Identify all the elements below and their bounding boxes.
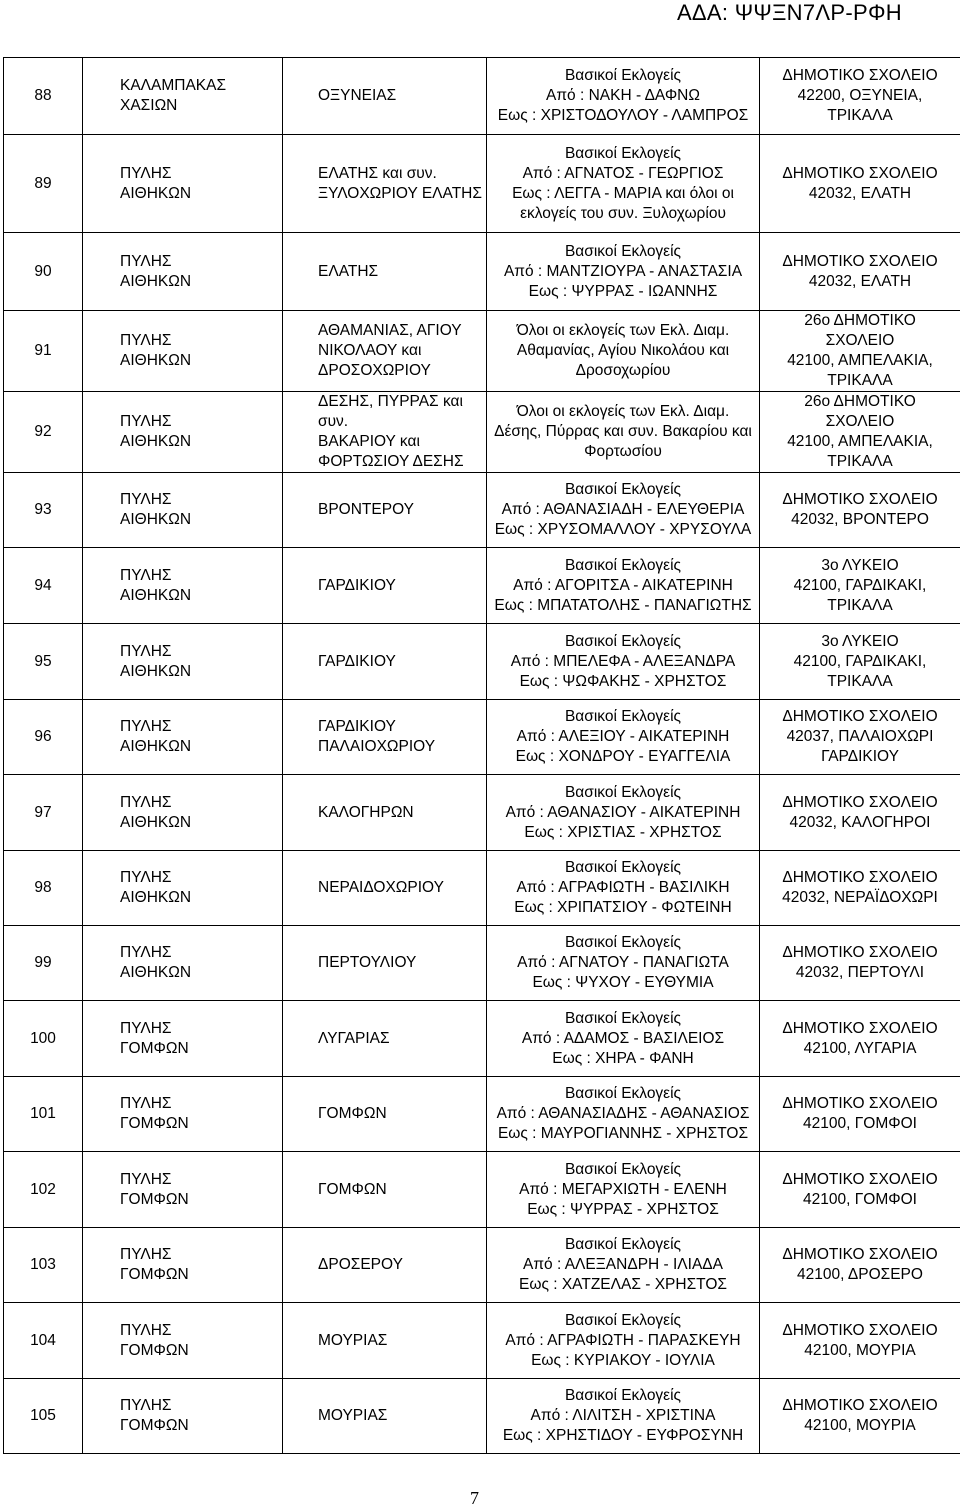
station-number-cell: [4, 58, 83, 135]
polling-location: ΔΗΜΟΤΙΚΟ ΣΧΟΛΕΙΟ 42032, ΕΛΑΤΗ: [782, 252, 938, 290]
voters-range: Βασικοί Εκλογείς Από : ΑΛΕΞΑΝΔΡΗ - ΙΛΙΑΔΑ Εως : ΧΑΤΖΕΛΑΣ - ΧΡΗΣΤΟΣ: [519, 1236, 727, 1293]
community-cell: [283, 548, 487, 624]
station-number: 100: [30, 1029, 56, 1047]
municipal-unit-cell: [83, 1228, 283, 1303]
community: ΓΑΡΔΙΚΙΟΥ: [318, 576, 396, 594]
community: ΜΟΥΡΙΑΣ: [318, 1407, 388, 1424]
station-number-cell: [4, 926, 83, 1001]
station-number-cell: [4, 1077, 83, 1152]
community-cell: [283, 58, 487, 135]
municipal-unit-cell: [83, 1001, 283, 1077]
municipal-unit: ΠΥΛΗΣ ΑΙΘΗΚΩΝ: [120, 642, 192, 680]
community-cell: [283, 392, 487, 473]
station-number: 91: [34, 342, 52, 359]
voters-range: Βασικοί Εκλογείς Από : ΝΑΚΗ - ΔΑΦΝΩ Εως : ΧΡΙΣΤΟΔΟΥΛΟΥ - ΛΑΜΠΡΟΣ: [497, 67, 749, 124]
community-cell: [283, 1001, 487, 1077]
table-row: [4, 775, 960, 851]
polling-location: ΔΗΜΟΤΙΚΟ ΣΧΟΛΕΙΟ 42100, ΜΟΥΡΙΑ: [782, 1397, 938, 1434]
municipal-unit: ΠΥΛΗΣ ΑΙΘΗΚΩΝ: [120, 413, 192, 450]
station-number: 101: [30, 1105, 56, 1122]
community-cell: [283, 775, 487, 851]
voters-range-cell: [487, 624, 760, 700]
municipal-unit-cell: [83, 233, 283, 311]
polling-stations-table: [3, 57, 960, 1454]
voters-range-cell: [487, 1077, 760, 1152]
voters-range-cell: [487, 926, 760, 1001]
community: ΕΛΑΤΗΣ: [318, 262, 379, 280]
voters-range: Βασικοί Εκλογείς Από : ΜΠΕΛΕΦΑ - ΑΛΕΞΑΝΔΡΑ Εως : ΨΩΦΑΚΗΣ - ΧΡΗΣΤΟΣ: [510, 632, 736, 690]
polling-location: ΔΗΜΟΤΙΚΟ ΣΧΟΛΕΙΟ 42032, ΚΑΛΟΓΗΡΟΙ: [782, 793, 938, 831]
municipal-unit: ΠΥΛΗΣ ΓΟΜΦΩΝ: [120, 1246, 189, 1283]
municipal-unit: ΠΥΛΗΣ ΑΙΘΗΚΩΝ: [120, 252, 192, 290]
community-cell: [283, 1077, 487, 1152]
polling-location-cell: [760, 926, 960, 1001]
municipal-unit: ΠΥΛΗΣ ΑΙΘΗΚΩΝ: [120, 332, 192, 369]
station-number-cell: [4, 548, 83, 624]
polling-location-cell: [760, 1379, 960, 1454]
municipal-unit: ΠΥΛΗΣ ΑΙΘΗΚΩΝ: [120, 869, 192, 906]
table-row: [4, 1379, 960, 1454]
polling-location: ΔΗΜΟΤΙΚΟ ΣΧΟΛΕΙΟ 42032, ΕΛΑΤΗ: [782, 164, 938, 202]
polling-location: ΔΗΜΟΤΙΚΟ ΣΧΟΛΕΙΟ 42100, ΓΟΜΦΟΙ: [782, 1095, 938, 1132]
station-number: 90: [34, 262, 52, 280]
community: ΔΕΣΗΣ, ΠΥΡΡΑΣ και συν. ΒΑΚΑΡΙΟΥ και ΦΟΡΤΩΣΙΟΥ ΔΕΣΗΣ: [318, 393, 464, 470]
municipal-unit: ΠΥΛΗΣ ΑΙΘΗΚΩΝ: [120, 164, 192, 202]
community: ΠΕΡΤΟΥΛΙΟΥ: [318, 954, 417, 971]
municipal-unit: ΚΑΛΑΜΠΑΚΑΣ ΧΑΣΙΩΝ: [120, 77, 227, 114]
polling-location: ΔΗΜΟΤΙΚΟ ΣΧΟΛΕΙΟ 42032, ΒΡΟΝΤΕΡΟ: [782, 491, 938, 528]
voters-range: Βασικοί Εκλογείς Από : ΑΛΕΞΙΟΥ - ΑΙΚΑΤΕΡΙΝΗ Εως : ΧΟΝΔΡΟΥ - ΕΥΑΓΓΕΛΙΑ: [515, 708, 731, 765]
polling-location: 3ο ΛΥΚΕΙΟ 42100, ΓΑΡΔΙΚΑΚΙ, ΤΡΙΚΑΛΑ: [793, 556, 927, 614]
voters-range: Βασικοί Εκλογείς Από : ΛΙΛΙΤΣΗ - ΧΡΙΣΤΙΝΑ Εως : ΧΡΗΣΤΙΔΟΥ - ΕΥΦΡΟΣΥΝΗ: [502, 1387, 744, 1444]
voters-range: Βασικοί Εκλογείς Από : ΑΘΑΝΑΣΙΑΔΗΣ - ΑΘΑΝΑΣΙΟΣ Εως : ΜΑΥΡΟΓΙΑΝΝΗΣ - ΧΡΗΣΤΟΣ: [496, 1085, 750, 1142]
community: ΑΘΑΜΑΝΙΑΣ, ΑΓΙΟΥ ΝΙΚΟΛΑΟΥ και ΔΡΟΣΟΧΩΡΙΟΥ: [318, 322, 462, 379]
voters-range-cell: [487, 58, 760, 135]
voters-range: Βασικοί Εκλογείς Από : ΑΓΡΑΦΙΩΤΗ - ΒΑΣΙΛΙΚΗ Εως : ΧΡΙΠΑΤΣΙΟΥ - ΦΩΤΕΙΝΗ: [514, 859, 732, 916]
station-number-cell: [4, 851, 83, 926]
municipal-unit-cell: [83, 58, 283, 135]
voters-range: Βασικοί Εκλογείς Από : ΜΕΓΑΡΧΙΩΤΗ - ΕΛΕΝΗ Εως : ΨΥΡΡΑΣ - ΧΡΗΣΤΟΣ: [519, 1160, 727, 1218]
polling-location-cell: [760, 473, 960, 548]
station-number: 89: [34, 174, 52, 192]
polling-location: ΔΗΜΟΤΙΚΟ ΣΧΟΛΕΙΟ 42100, ΛΥΓΑΡΙΑ: [782, 1019, 938, 1057]
polling-location: ΔΗΜΟΤΙΚΟ ΣΧΟΛΕΙΟ 42037, ΠΑΛΑΙΟΧΩΡΙ ΓΑΡΔΙΚΙΟΥ: [782, 708, 938, 765]
municipal-unit-cell: [83, 473, 283, 548]
community: ΔΡΟΣΕΡΟΥ: [318, 1256, 403, 1273]
voters-range: Βασικοί Εκλογείς Από : ΑΘΑΝΑΣΙΟΥ - ΑΙΚΑΤΕΡΙΝΗ Εως : ΧΡΙΣΤΙΑΣ - ΧΡΗΣΤΟΣ: [505, 783, 741, 841]
voters-range: Βασικοί Εκλογείς Από : ΑΓΡΑΦΙΩΤΗ - ΠΑΡΑΣΚΕΥΗ Εως : ΚΥΡΙΑΚΟΥ - ΙΟΥΛΙΑ: [505, 1311, 741, 1369]
community: ΜΟΥΡΙΑΣ: [318, 1331, 388, 1349]
station-number-cell: [4, 1152, 83, 1228]
station-number-cell: [4, 311, 83, 392]
community: ΝΕΡΑΙΔΟΧΩΡΙΟΥ: [318, 879, 444, 896]
station-number-cell: [4, 473, 83, 548]
station-number: 93: [34, 501, 52, 518]
voters-range-cell: [487, 851, 760, 926]
station-number-cell: [4, 233, 83, 311]
table-row: [4, 1303, 960, 1379]
municipal-unit: ΠΥΛΗΣ ΓΟΜΦΩΝ: [120, 1019, 189, 1057]
polling-location-cell: [760, 700, 960, 775]
voters-range-cell: [487, 1001, 760, 1077]
polling-location-cell: [760, 392, 960, 473]
polling-location: ΔΗΜΟΤΙΚΟ ΣΧΟΛΕΙΟ 42100, ΜΟΥΡΙΑ: [782, 1321, 938, 1359]
station-number-cell: [4, 775, 83, 851]
polling-location: ΔΗΜΟΤΙΚΟ ΣΧΟΛΕΙΟ 42100, ΔΡΟΣΕΡΟ: [782, 1246, 938, 1283]
municipal-unit: ΠΥΛΗΣ ΑΙΘΗΚΩΝ: [120, 793, 192, 831]
community-cell: [283, 926, 487, 1001]
municipal-unit-cell: [83, 851, 283, 926]
polling-location: ΔΗΜΟΤΙΚΟ ΣΧΟΛΕΙΟ 42200, ΟΞΥΝΕΙΑ, ΤΡΙΚΑΛΑ: [782, 67, 938, 124]
station-number: 88: [34, 87, 52, 104]
community-cell: [283, 1152, 487, 1228]
polling-location-cell: [760, 311, 960, 392]
station-number-cell: [4, 1303, 83, 1379]
table-row: [4, 1001, 960, 1077]
community-cell: [283, 1303, 487, 1379]
community: ΓΑΡΔΙΚΙΟΥ: [318, 652, 396, 670]
voters-range-cell: [487, 548, 760, 624]
voters-range-cell: [487, 135, 760, 233]
voters-range-cell: [487, 1379, 760, 1454]
voters-range-cell: [487, 473, 760, 548]
municipal-unit: ΠΥΛΗΣ ΑΙΘΗΚΩΝ: [120, 718, 192, 755]
voters-range: Όλοι οι εκλογείς των Εκλ. Διαμ. Αθαμανίας, Αγίου Νικολάου και Δροσοχωρίου: [516, 322, 730, 379]
polling-location: 26ο ΔΗΜΟΤΙΚΟ ΣΧΟΛΕΙΟ 42100, ΑΜΠΕΛΑΚΙΑ, ΤΡΙΚΑΛΑ: [787, 312, 933, 389]
municipal-unit: ΠΥΛΗΣ ΓΟΜΦΩΝ: [120, 1170, 189, 1208]
polling-location-cell: [760, 233, 960, 311]
table-row: [4, 1228, 960, 1303]
table-row: [4, 1152, 960, 1228]
community: ΓΟΜΦΩΝ: [318, 1180, 387, 1198]
voters-range: Βασικοί Εκλογείς Από : ΑΓΝΑΤΟΥ - ΠΑΝΑΓΙΩΤΑ Εως : ΨΥΧΟΥ - ΕΥΘΥΜΙΑ: [517, 934, 729, 991]
community: ΓΑΡΔΙΚΙΟΥ ΠΑΛΑΙΟΧΩΡΙΟΥ: [318, 718, 436, 755]
voters-range-cell: [487, 1303, 760, 1379]
municipal-unit: ΠΥΛΗΣ ΑΙΘΗΚΩΝ: [120, 566, 192, 604]
station-number-cell: [4, 1379, 83, 1454]
municipal-unit-cell: [83, 1077, 283, 1152]
community-cell: [283, 700, 487, 775]
community-cell: [283, 1379, 487, 1454]
polling-location-cell: [760, 851, 960, 926]
station-number-cell: [4, 700, 83, 775]
voters-range-cell: [487, 775, 760, 851]
community: ΟΞΥΝΕΙΑΣ: [318, 87, 397, 104]
voters-range-cell: [487, 1152, 760, 1228]
municipal-unit: ΠΥΛΗΣ ΓΟΜΦΩΝ: [120, 1397, 189, 1434]
table-row: [4, 233, 960, 311]
table-row: [4, 58, 960, 135]
municipal-unit-cell: [83, 135, 283, 233]
polling-location-cell: [760, 1228, 960, 1303]
polling-location-cell: [760, 58, 960, 135]
station-number: 95: [34, 652, 52, 670]
table-row: [4, 1077, 960, 1152]
polling-location: ΔΗΜΟΤΙΚΟ ΣΧΟΛΕΙΟ 42032, ΝΕΡΑΪΔΟΧΩΡΙ: [782, 869, 938, 906]
voters-range-cell: [487, 311, 760, 392]
polling-location-cell: [760, 135, 960, 233]
municipal-unit: ΠΥΛΗΣ ΓΟΜΦΩΝ: [120, 1321, 189, 1359]
station-number: 102: [30, 1180, 56, 1198]
polling-location: 26ο ΔΗΜΟΤΙΚΟ ΣΧΟΛΕΙΟ 42100, ΑΜΠΕΛΑΚΙΑ, ΤΡΙΚΑΛΑ: [787, 393, 933, 470]
community: ΚΑΛΟΓΗΡΩΝ: [318, 803, 414, 821]
voters-range: Όλοι οι εκλογείς των Εκλ. Διαμ. Δέσης, Πύρρας και συν. Βακαρίου και Φορτωσίου: [494, 403, 752, 460]
station-number: 99: [34, 954, 52, 971]
community-cell: [283, 135, 487, 233]
station-number: 98: [34, 879, 52, 896]
station-number-cell: [4, 1001, 83, 1077]
polling-location-cell: [760, 624, 960, 700]
document-code: ΑΔΑ: ΨΨΞΝ7ΛΡ-ΡΦΗ: [676, 0, 902, 25]
voters-range-cell: [487, 233, 760, 311]
station-number-cell: [4, 624, 83, 700]
municipal-unit-cell: [83, 926, 283, 1001]
community: ΒΡΟΝΤΕΡΟΥ: [318, 501, 414, 518]
municipal-unit-cell: [83, 311, 283, 392]
community-cell: [283, 851, 487, 926]
voters-range-cell: [487, 1228, 760, 1303]
table-row: [4, 851, 960, 926]
voters-range-cell: [487, 700, 760, 775]
municipal-unit-cell: [83, 624, 283, 700]
polling-location-cell: [760, 775, 960, 851]
municipal-unit-cell: [83, 548, 283, 624]
station-number-cell: [4, 1228, 83, 1303]
station-number-cell: [4, 135, 83, 233]
table-row: [4, 311, 960, 392]
station-number: 104: [30, 1331, 56, 1349]
polling-location: ΔΗΜΟΤΙΚΟ ΣΧΟΛΕΙΟ 42100, ΓΟΜΦΟΙ: [782, 1170, 938, 1208]
table-row: [4, 624, 960, 700]
voters-range: Βασικοί Εκλογείς Από : ΑΔΑΜΟΣ - ΒΑΣΙΛΕΙΟΣ Εως : ΧΗΡΑ - ΦΑΝΗ: [521, 1009, 725, 1067]
polling-location-cell: [760, 1152, 960, 1228]
table-row: [4, 473, 960, 548]
community: ΕΛΑΤΗΣ και συν. ΞΥΛΟΧΩΡΙΟΥ ΕΛΑΤΗΣ: [318, 164, 482, 202]
voters-range: Βασικοί Εκλογείς Από : ΜΑΝΤΖΙΟΥΡΑ - ΑΝΑΣΤΑΣΙΑ Εως : ΨΥΡΡΑΣ - ΙΩΑΝΝΗΣ: [503, 242, 743, 300]
community-cell: [283, 473, 487, 548]
municipal-unit: ΠΥΛΗΣ ΓΟΜΦΩΝ: [120, 1095, 189, 1132]
voters-range: Βασικοί Εκλογείς Από : ΑΘΑΝΑΣΙΑΔΗ - ΕΛΕΥΘΕΡΙΑ Εως : ΧΡΥΣΟΜΑΛΛΟΥ - ΧΡΥΣΟΥΛΑ: [494, 481, 752, 538]
municipal-unit: ΠΥΛΗΣ ΑΙΘΗΚΩΝ: [120, 944, 192, 981]
municipal-unit-cell: [83, 775, 283, 851]
community-cell: [283, 624, 487, 700]
polling-location: ΔΗΜΟΤΙΚΟ ΣΧΟΛΕΙΟ 42032, ΠΕΡΤΟΥΛΙ: [782, 944, 938, 981]
municipal-unit: ΠΥΛΗΣ ΑΙΘΗΚΩΝ: [120, 491, 192, 528]
station-number-cell: [4, 392, 83, 473]
station-number: 92: [34, 423, 52, 440]
voters-range: Βασικοί Εκλογείς Από : ΑΓΝΑΤΟΣ - ΓΕΩΡΓΙΟΣ Εως : ΛΕΓΓΑ - ΜΑΡΙΑ και όλοι οι εκλογείς του συν. Ξυλοχωρίου: [512, 144, 734, 222]
table-row: [4, 135, 960, 233]
municipal-unit-cell: [83, 700, 283, 775]
polling-location-cell: [760, 548, 960, 624]
page-number: 7: [470, 1488, 479, 1508]
voters-range-cell: [487, 392, 760, 473]
table-row: [4, 548, 960, 624]
station-number: 103: [30, 1256, 56, 1273]
station-number: 96: [34, 728, 52, 745]
station-number: 105: [30, 1407, 56, 1424]
table-row: [4, 392, 960, 473]
community-cell: [283, 311, 487, 392]
polling-location: 3ο ΛΥΚΕΙΟ 42100, ΓΑΡΔΙΚΑΚΙ, ΤΡΙΚΑΛΑ: [793, 632, 927, 690]
community: ΛΥΓΑΡΙΑΣ: [318, 1029, 390, 1047]
voters-range: Βασικοί Εκλογείς Από : ΑΓΟΡΙΤΣΑ - ΑΙΚΑΤΕΡΙΝΗ Εως : ΜΠΑΤΑΤΟΛΗΣ - ΠΑΝΑΓΙΩΤΗΣ: [494, 556, 752, 614]
table-row: [4, 926, 960, 1001]
polling-location-cell: [760, 1303, 960, 1379]
station-number: 97: [34, 803, 52, 821]
table-row: [4, 700, 960, 775]
community: ΓΟΜΦΩΝ: [318, 1105, 387, 1122]
community-cell: [283, 233, 487, 311]
municipal-unit-cell: [83, 1152, 283, 1228]
community-cell: [283, 1228, 487, 1303]
station-number: 94: [34, 576, 52, 594]
municipal-unit-cell: [83, 1303, 283, 1379]
polling-location-cell: [760, 1001, 960, 1077]
municipal-unit-cell: [83, 392, 283, 473]
polling-location-cell: [760, 1077, 960, 1152]
municipal-unit-cell: [83, 1379, 283, 1454]
